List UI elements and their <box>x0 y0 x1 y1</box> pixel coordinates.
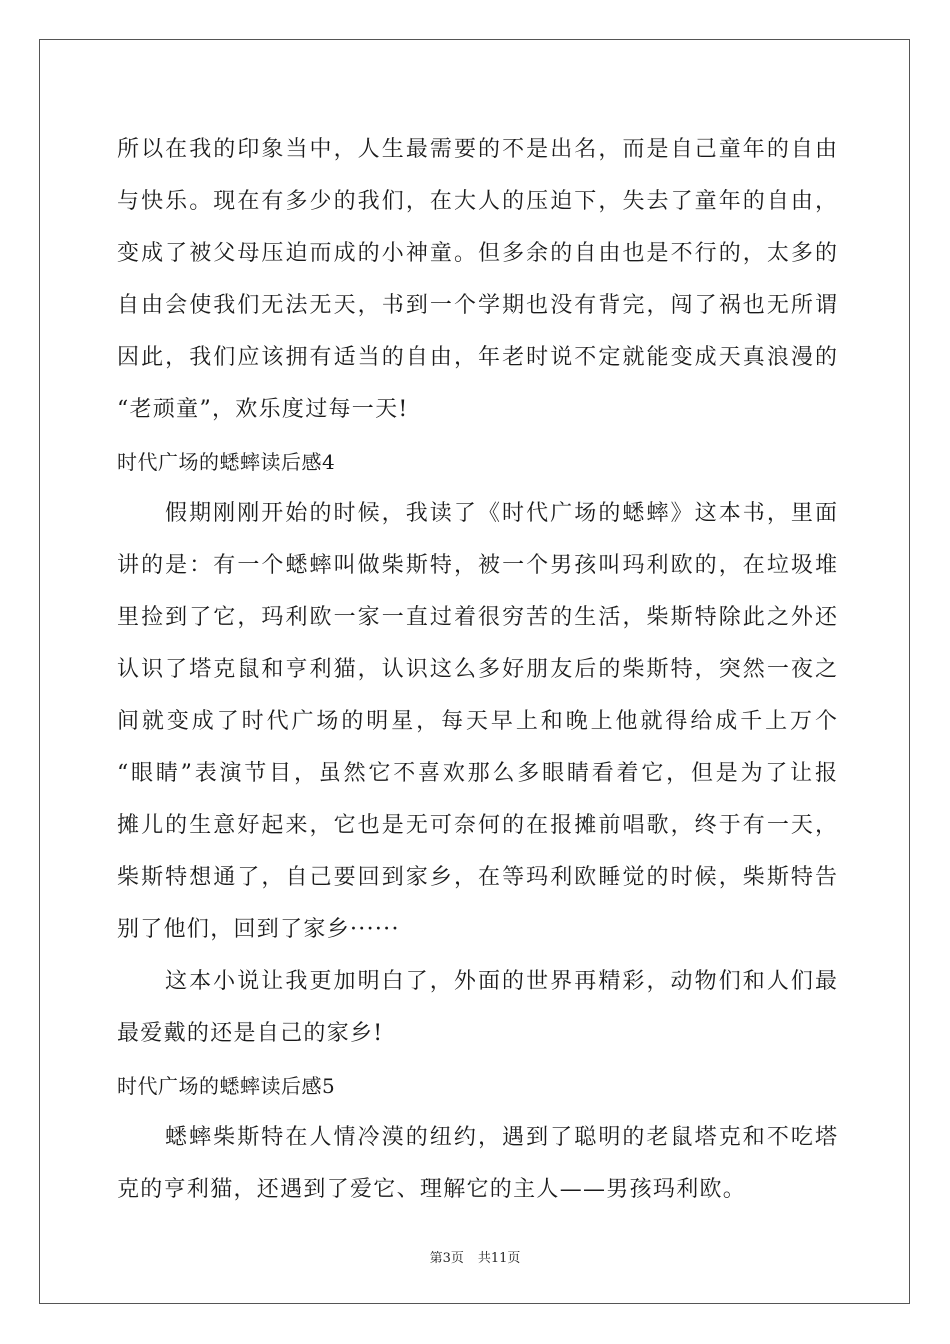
paragraph-line: 克的亨利猫，还遇到了爱它、理解它的主人——男孩玛利欧。 <box>117 1177 747 1202</box>
paragraph-line: 间就变成了时代广场的明星，每天早上和晚上他就得给成千上万个 <box>117 709 837 734</box>
document-body <box>117 124 837 1216</box>
paragraph-line: 假期刚刚开始的时候，我读了《时代广场的蟋蟀》这本书，里面 <box>165 501 837 526</box>
page-total: 共11页 <box>477 1251 521 1266</box>
section-heading: 时代广场的蟋蟀读后感4 <box>117 450 336 474</box>
paragraph-line: 蟋蟀柴斯特在人情冷漠的纽约，遇到了聪明的老鼠塔克和不吃塔 <box>165 1125 837 1150</box>
page-footer <box>0 1247 950 1266</box>
paragraph-line: 自由会使我们无法无天，书到一个学期也没有背完，闯了祸也无所谓 <box>117 293 837 318</box>
section-heading: 时代广场的蟋蟀读后感5 <box>117 1074 336 1098</box>
paragraph-line: “眼睛”表演节目，虽然它不喜欢那么多眼睛看着它，但是为了让报 <box>117 761 837 786</box>
paragraph-line: 讲的是：有一个蟋蟀叫做柴斯特，被一个男孩叫玛利欧的，在垃圾堆 <box>117 553 837 578</box>
paragraph-line: 别了他们，回到了家乡······ <box>117 917 400 942</box>
paragraph-line: 最爱戴的还是自己的家乡! <box>117 1021 384 1046</box>
paragraph-line: 因此，我们应该拥有适当的自由，年老时说不定就能变成天真浪漫的 <box>117 345 837 370</box>
paragraph-line: 里捡到了它，玛利欧一家一直过着很穷苦的生活，柴斯特除此之外还 <box>117 605 837 630</box>
paragraph-line: 柴斯特想通了，自己要回到家乡，在等玛利欧睡觉的时候，柴斯特告 <box>117 865 837 890</box>
page-number: 第3页 <box>429 1251 464 1266</box>
paragraph-line: 认识了塔克鼠和亨利猫，认识这么多好朋友后的柴斯特，突然一夜之 <box>117 657 837 682</box>
paragraph-line: 与快乐。现在有多少的我们，在大人的压迫下，失去了童年的自由， <box>117 189 837 214</box>
paragraph-line: 变成了被父母压迫而成的小神童。但多余的自由也是不行的，太多的 <box>117 241 837 266</box>
paragraph-line: 所以在我的印象当中，人生最需要的不是出名，而是自己童年的自由 <box>117 137 837 162</box>
paragraph-line: 摊儿的生意好起来，它也是无可奈何的在报摊前唱歌，终于有一天， <box>117 813 837 838</box>
paragraph-line: “老顽童”，欢乐度过每一天! <box>117 397 409 422</box>
paragraph-line: 这本小说让我更加明白了，外面的世界再精彩，动物们和人们最 <box>165 969 837 994</box>
